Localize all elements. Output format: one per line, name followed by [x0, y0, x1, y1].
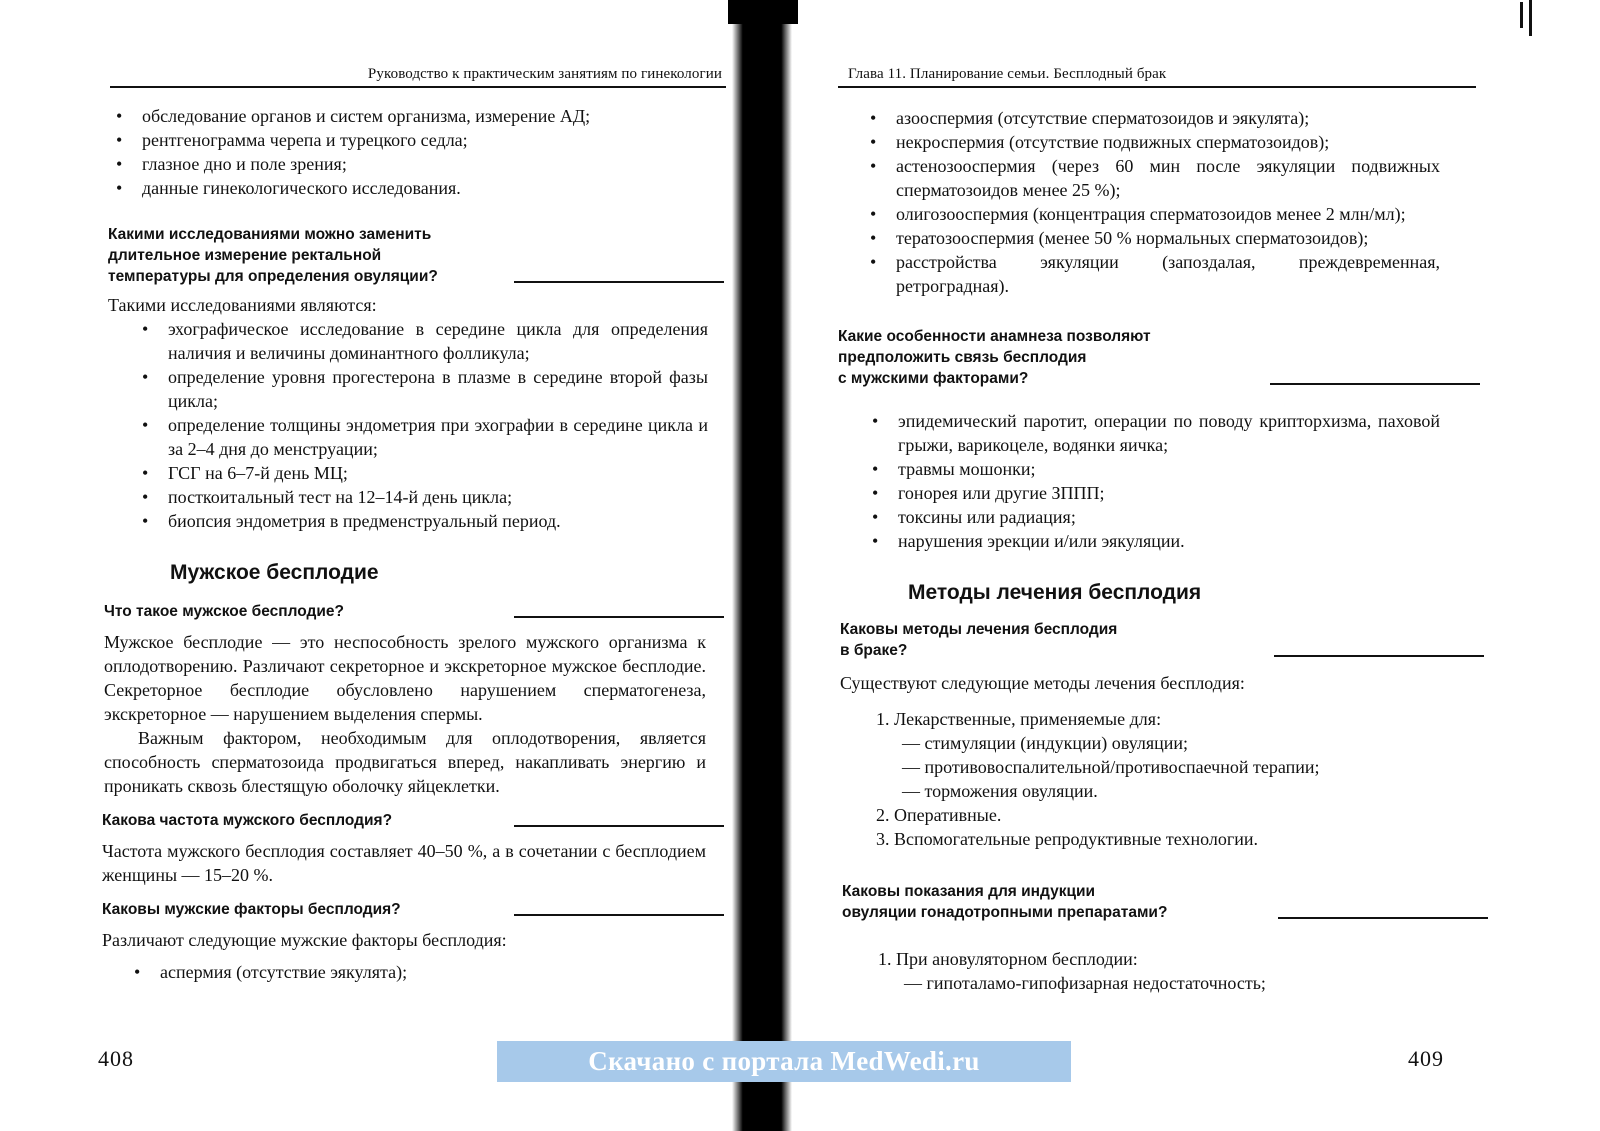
list-item: • некроспермия (отсутствие подвижных сперматозоидов); [896, 130, 1440, 154]
question-heading [108, 224, 736, 287]
list-item: • рентгенограмма черепа и турецкого седла; [142, 128, 736, 152]
list-item: • тератозооспермия (менее 50 % нормальных сперматозоидов); [896, 226, 1440, 250]
paragraph: Мужское бесплодие — это неспособность зрелого мужского организма к оплодотворению. Различают секреторное и экскреторное мужское бесплодие. Секреторное бесплодие обусловлено нарушением сперматогенеза, экскреторное — нарушением выделения спермы. [104, 632, 706, 724]
page-body [96, 104, 736, 984]
list-item: 1. Лекарственные, применяемые для: [876, 709, 1162, 729]
list-item: • нарушения эрекции и/или эякуляции. [898, 529, 1440, 553]
question-rule [514, 914, 724, 916]
running-head: Руководство к практическим занятиям по гинекологии [367, 66, 722, 82]
list-item: • ГСГ на 6–7-й день МЦ; [168, 461, 708, 485]
question-line: в браке? [840, 642, 908, 659]
numbered-list [848, 947, 1484, 995]
list-item: — торможения овуляции. [902, 781, 1098, 801]
question-heading [102, 899, 736, 920]
question-line: Что такое мужское бесплодие? [104, 603, 344, 620]
list-item: — гипоталамо-гипофизарная недостаточность; [904, 973, 1266, 993]
question-rule [1274, 655, 1484, 657]
list-item: • посткоитальный тест на 12–14-й день цикла; [168, 485, 708, 509]
list-item: • астенозооспермия (через 60 мин после эякуляции подвижных сперматозоидов менее 25 %); [896, 154, 1440, 202]
list-item: • эпидемический паротит, операции по поводу крипторхизма, паховой грыжи, варикоцеле, водянки яичка; [898, 409, 1440, 457]
question-line: Каковы методы лечения бесплодия [840, 621, 1118, 638]
gutter-shadow [728, 0, 798, 24]
question-heading [102, 810, 736, 831]
list-item: — стимуляции (индукции) овуляции; [902, 733, 1189, 753]
list-item: — противовоспалительной/противоспаечной терапии; [902, 757, 1320, 777]
question-line: Какова частота мужского бесплодия? [102, 812, 393, 829]
list-item: • аспермия (отсутствие эякулята); [160, 960, 736, 984]
bullet-list [96, 960, 736, 984]
question-line: Какими исследованиями можно заменить [108, 226, 432, 243]
question-line: Каковы показания для индукции [842, 883, 1096, 900]
right-page [838, 0, 1484, 1131]
list-item: • определение уровня прогестерона в плазме в середине второй фазы цикла; [168, 365, 708, 413]
question-rule [1278, 917, 1488, 919]
question-heading [840, 619, 1484, 661]
question-rule [514, 281, 724, 283]
scan-edge-marks [1520, 0, 1532, 40]
header-rule [838, 86, 1476, 88]
list-item: • олигозооспермия (концентрация сперматозоидов менее 2 млн/мл); [896, 202, 1440, 226]
list-item: • азооспермия (отсутствие сперматозоидов и эякулята); [896, 106, 1440, 130]
question-line: температуры для определения овуляции? [108, 268, 438, 285]
question-line: предположить связь бесплодия [838, 349, 1087, 366]
question-line: Каковы мужские факторы бесплодия? [102, 901, 401, 918]
numbered-list [848, 707, 1484, 851]
question-rule [1270, 383, 1480, 385]
question-rule [514, 616, 724, 618]
list-item: 2. Оперативные. [876, 805, 1002, 825]
list-item: • обследование органов и систем организма, измерение АД; [142, 104, 736, 128]
running-head: Глава 11. Планирование семьи. Бесплодный брак [848, 66, 1167, 82]
paragraph: Частота мужского бесплодия составляет 40–50 %, а в сочетании с бесплодием женщины — 15–20 %. [102, 841, 706, 885]
question-heading [838, 326, 1484, 389]
paragraph: Важным фактором, необходимым для оплодотворения, является способность сперматозоида продвигаться вперед, накапливать энергию и проникать сквозь блестящую оболочку яйцеклетки. [104, 728, 706, 796]
question-heading [104, 601, 736, 622]
section-title: Мужское бесплодие [170, 561, 379, 584]
list-item: • определение толщины эндометрия при эхографии в середине цикла и за 2–4 дня до менструации; [168, 413, 708, 461]
list-item: • эхографическое исследование в середине цикла для определения наличия и величины доминантного фолликула; [168, 317, 708, 365]
book-gutter [732, 0, 792, 1131]
list-item: • данные гинекологического исследования. [142, 176, 736, 200]
answer-lead: Различают следующие мужские факторы бесплодия: [102, 930, 507, 950]
bullet-list [96, 104, 736, 200]
list-item: • расстройства эякуляции (запоздалая, преждевременная, ретроградная). [896, 250, 1440, 298]
bullet-list [96, 317, 736, 533]
left-page [96, 0, 736, 1131]
question-line: овуляции гонадотропными препаратами? [842, 904, 1168, 921]
list-item: • гонорея или другие ЗППП; [898, 481, 1440, 505]
watermark-banner: Скачано с портала MedWedi.ru [497, 1041, 1071, 1082]
bullet-list [848, 409, 1484, 553]
list-item: 1. При ановуляторном бесплодии: [878, 949, 1138, 969]
answer-lead: Существуют следующие методы лечения бесплодия: [840, 673, 1245, 693]
header-rule [110, 86, 726, 88]
list-item: • глазное дно и поле зрения; [142, 152, 736, 176]
question-rule [514, 825, 724, 827]
question-line: Какие особенности анамнеза позволяют [838, 328, 1151, 345]
page-number: 409 [1408, 1046, 1444, 1071]
list-item: • токсины или радиация; [898, 505, 1440, 529]
list-item: • травмы мошонки; [898, 457, 1440, 481]
list-item: • биопсия эндометрия в предменструальный период. [168, 509, 708, 533]
bullet-list [848, 106, 1484, 298]
section-title: Методы лечения бесплодия [908, 581, 1202, 604]
question-heading [842, 881, 1484, 923]
page-number: 408 [98, 1046, 134, 1071]
question-line: с мужскими факторами? [838, 370, 1029, 387]
answer-lead: Такими исследованиями являются: [108, 295, 377, 315]
list-item: 3. Вспомогательные репродуктивные технологии. [876, 829, 1258, 849]
question-line: длительное измерение ректальной [108, 247, 382, 264]
page-body [838, 106, 1484, 995]
